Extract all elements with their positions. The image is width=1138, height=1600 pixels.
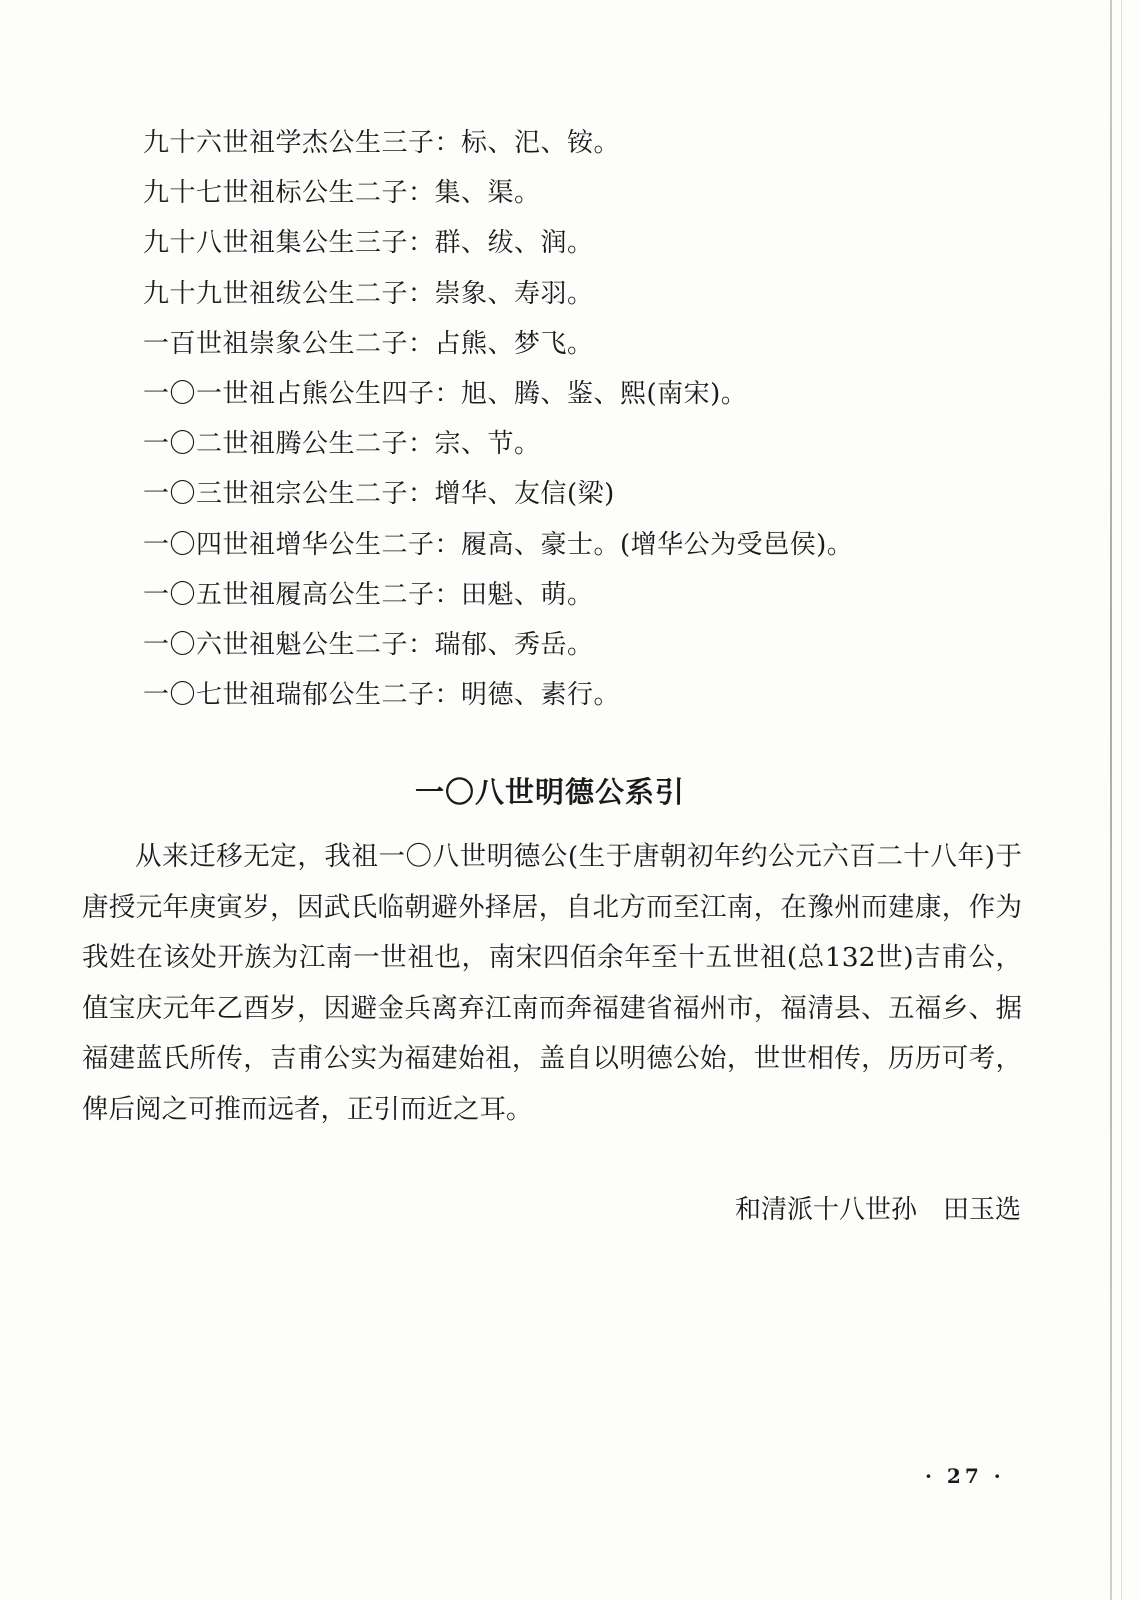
page-edge-shadow bbox=[1110, 0, 1112, 1600]
lineage-entry: 一〇二世祖腾公生二子：宗、节。 bbox=[143, 429, 541, 460]
lineage-entry: 一〇一世祖占熊公生四子：旭、腾、鉴、熙(南宋)。 bbox=[143, 378, 748, 409]
lineage-entry: 九十七世祖标公生二子：集、渠。 bbox=[143, 178, 541, 209]
lineage-entry: 一〇六世祖魁公生二子：瑞郁、秀岳。 bbox=[143, 629, 594, 660]
body-paragraph: 从来迁移无定，我祖一〇八世明德公(生于唐朝初年约公元六百二十八年)于唐授元年庚寅岁，因武氏临朝避外择居，自北方而至江南，在豫州而建康，作为我姓在该处开族为江南一世祖也，南宋四佰余年至十五世祖(总132世)吉甫公，值宝庆元年乙酉岁，因避金兵离弃江南而奔福建省福州市，福清县、五福乡、据福建蓝氏所传，吉甫公实为福建始祖，盖自以明德公始，世世相传，历历可考，俾后阅之可推而远者，正引而近之耳。 bbox=[82, 841, 1022, 1125]
page-edge-line bbox=[1121, 0, 1122, 1600]
lineage-entry: 一〇七世祖瑞郁公生二子：明德、素行。 bbox=[143, 680, 621, 711]
lineage-entry: 一〇五世祖履高公生二子：田魁、萌。 bbox=[143, 579, 594, 610]
author-signature: 和清派十八世孙 田玉选 bbox=[734, 1195, 1021, 1225]
lineage-entry: 一百世祖崇象公生二子：占熊、梦飞。 bbox=[143, 328, 594, 359]
lineage-entry: 一〇四世祖增华公生二子：履高、豪士。(增华公为受邑侯)。 bbox=[143, 529, 854, 560]
page-number: · 27 · bbox=[925, 1464, 1005, 1488]
lineage-entry: 九十六世祖学杰公生三子：标、汜、铵。 bbox=[143, 128, 621, 158]
lineage-list bbox=[143, 118, 853, 720]
lineage-entry: 一〇三世祖宗公生二子：增华、友信(梁) bbox=[143, 479, 615, 510]
lineage-entry: 九十九世祖绂公生二子：崇象、寿羽。 bbox=[143, 278, 594, 309]
section-title: 一〇八世明德公系引 bbox=[414, 775, 685, 809]
lineage-entry: 九十八世祖集公生三子：群、绂、润。 bbox=[143, 228, 594, 259]
